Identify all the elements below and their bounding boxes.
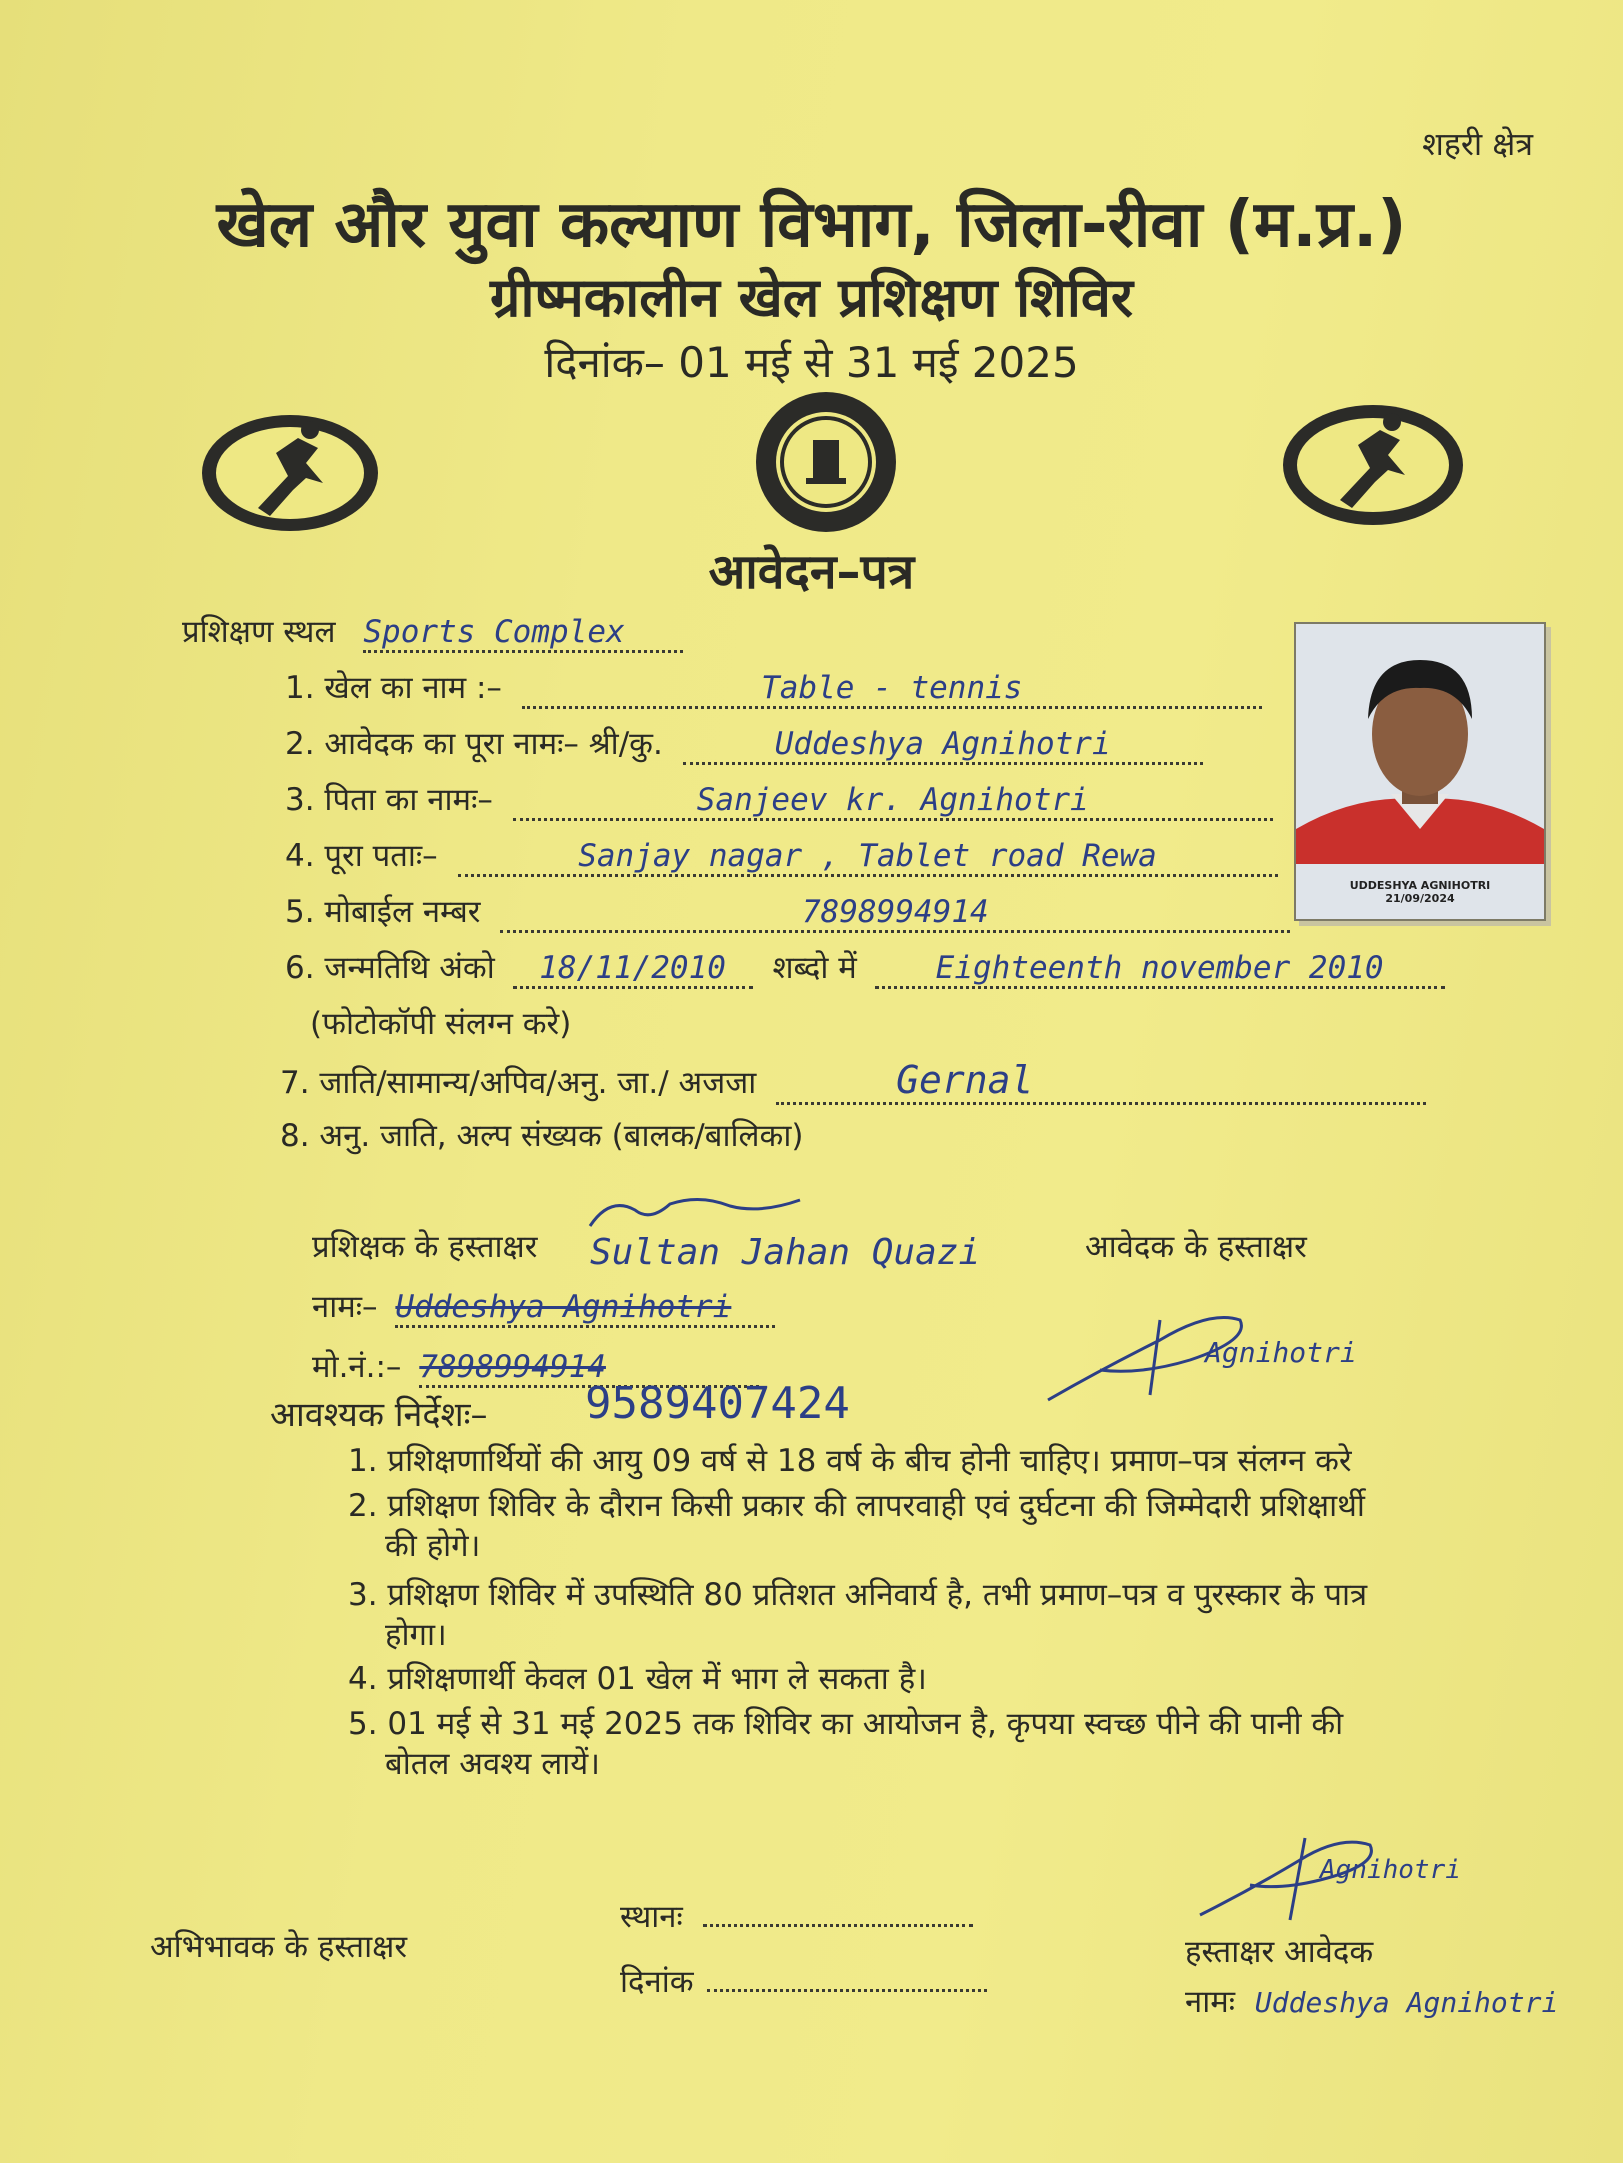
- camp-dates: दिनांक– 01 मई से 31 मई 2025: [544, 338, 1079, 387]
- field-dob-value: 18/11/2010: [539, 950, 726, 986]
- portrait-image: [1296, 624, 1544, 864]
- field-sport-label: 1. खेल का नाम :–: [285, 670, 502, 706]
- trainer-name-value: Uddeshya Agnihotri: [395, 1289, 732, 1325]
- field-father-row: [285, 778, 1273, 821]
- field-dob-note: (फोटोकॉपी संलग्न करे): [310, 1006, 572, 1042]
- field-name-value: Uddeshya Agnihotri: [774, 726, 1111, 762]
- photo-caption: [1296, 879, 1544, 905]
- field-name-label: 2. आवेदक का पूरा नामः– श्री/कु.: [285, 726, 663, 762]
- field-dob-words-value: Eighteenth november 2010: [935, 950, 1384, 986]
- applicant-sign-label: हस्ताक्षर आवेदक: [1185, 1934, 1374, 1970]
- field-address-row: [285, 834, 1278, 877]
- runner-logo-left: [198, 408, 383, 538]
- field-mobile-row: [285, 890, 1290, 933]
- field-address-value: Sanjay nagar , Tablet road Rewa: [578, 838, 1157, 874]
- guardian-signature-label: अभिभावक के हस्ताक्षर: [150, 1929, 408, 1965]
- zone-label: शहरी क्षेत्र: [1422, 125, 1533, 163]
- trainer-name-row: [312, 1285, 775, 1328]
- trainer-name-line[interactable]: [395, 1289, 775, 1328]
- field-mobile-line[interactable]: [500, 894, 1290, 933]
- field-sport-line[interactable]: [522, 670, 1262, 709]
- applicant-signature-text: Agnihotri: [1205, 1336, 1357, 1369]
- department-title: खेल और युवा कल्याण विभाग, जिला-रीवा (म.प्र.): [216, 188, 1407, 262]
- field-father-line[interactable]: [513, 782, 1273, 821]
- field-caste-row: [280, 1058, 1426, 1105]
- field-caste-label: 7. जाति/सामान्य/अपिव/अनु. जा./ अजजा: [280, 1065, 757, 1101]
- date-line[interactable]: [707, 1989, 987, 1992]
- footer-signature-text: Agnihotri: [1320, 1855, 1461, 1885]
- field-name-line[interactable]: [683, 726, 1203, 765]
- instruction-2-cont: की होगे।: [385, 1528, 481, 1564]
- field-dob-line[interactable]: [513, 950, 753, 989]
- field-address-line[interactable]: [458, 838, 1278, 877]
- field-dob-words-line[interactable]: [875, 950, 1445, 989]
- applicant-name-value: Uddeshya Agnihotri: [1254, 1986, 1559, 2019]
- venue-line[interactable]: [363, 614, 683, 653]
- field-sport-value: Table - tennis: [761, 670, 1023, 706]
- instructions-heading: आवश्यक निर्देशः–: [270, 1395, 488, 1435]
- instruction-4: 4. प्रशिक्षणार्थी केवल 01 खेल में भाग ले सकता है।: [348, 1661, 927, 1697]
- venue-row: [182, 610, 683, 653]
- place-label: स्थानः: [620, 1899, 683, 1935]
- field-caste-line[interactable]: [776, 1058, 1426, 1105]
- field-dob-row: [285, 946, 1445, 989]
- photo-date: 21/09/2024: [1385, 892, 1455, 905]
- field-name-row: [285, 722, 1203, 765]
- date-label: दिनांक: [620, 1964, 694, 2000]
- camp-title: ग्रीष्मकालीन खेल प्रशिक्षण शिविर: [489, 266, 1133, 329]
- field-category: 8. अनु. जाति, अल्प संख्यक (बालक/बालिका): [280, 1118, 804, 1154]
- instruction-3: 3. प्रशिक्षण शिविर में उपस्थिति 80 प्रतिशत अनिवार्य है, तभी प्रमाण–पत्र व पुरस्कार के पात्र: [348, 1577, 1368, 1613]
- trainer-mobile-label: मो.नं.:–: [312, 1349, 402, 1385]
- photo-name: UDDESHYA AGNIHOTRI: [1349, 879, 1491, 892]
- trainer-signature-scribble: [580, 1188, 810, 1238]
- applicant-name-row: [1185, 1980, 1558, 2022]
- place-row: [620, 1895, 973, 1937]
- field-caste-value: Gernal: [896, 1058, 1034, 1102]
- applicant-signature-label: आवेदक के हस्ताक्षर: [1085, 1229, 1307, 1265]
- instruction-5: 5. 01 मई से 31 मई 2025 तक शिविर का आयोजन है, कृपया स्वच्छ पीने की पानी की: [348, 1706, 1344, 1742]
- trainer-mobile-new: 9589407424: [585, 1378, 850, 1429]
- place-line[interactable]: [703, 1924, 973, 1927]
- trainer-name-written: Sultan Jahan Quazi: [590, 1232, 981, 1273]
- form-title: आवेदन–पत्र: [708, 544, 915, 600]
- trainer-signature-label: प्रशिक्षक के हस्ताक्षर: [312, 1229, 538, 1265]
- field-dob-label: 6. जन्मतिथि अंको: [285, 950, 495, 986]
- applicant-name-label: नामः: [1185, 1984, 1236, 2020]
- field-dob-words-label: शब्दो में: [772, 950, 857, 986]
- trainer-name-label: नामः–: [312, 1289, 378, 1325]
- applicant-photo: [1294, 622, 1546, 921]
- venue-label: प्रशिक्षण स्थल: [182, 614, 336, 650]
- field-sport-row: [285, 666, 1262, 709]
- instruction-2: 2. प्रशिक्षण शिविर के दौरान किसी प्रकार की लापरवाही एवं दुर्घटना की जिम्मेदारी प्रशिक्षार्थी: [348, 1488, 1365, 1524]
- instruction-5-cont: बोतल अवश्य लायें।: [385, 1746, 600, 1782]
- field-father-label: 3. पिता का नामः–: [285, 782, 493, 818]
- runner-logo-right: [1278, 398, 1468, 533]
- field-mobile-value: 7898994914: [802, 894, 989, 930]
- field-mobile-label: 5. मोबाईल नम्बर: [285, 894, 481, 930]
- field-father-value: Sanjeev kr. Agnihotri: [696, 782, 1089, 818]
- date-row: [620, 1960, 987, 2002]
- trainer-mobile-struck: 7898994914: [419, 1349, 606, 1385]
- venue-value: Sports Complex: [363, 614, 625, 650]
- field-address-label: 4. पूरा पताः–: [285, 838, 438, 874]
- mp-government-seal: [751, 390, 901, 535]
- instruction-1: 1. प्रशिक्षणार्थियों की आयु 09 वर्ष से 18 वर्ष के बीच होनी चाहिए। प्रमाण–पत्र संलग्न करे: [348, 1443, 1352, 1479]
- instruction-3-cont: होगा।: [385, 1617, 447, 1653]
